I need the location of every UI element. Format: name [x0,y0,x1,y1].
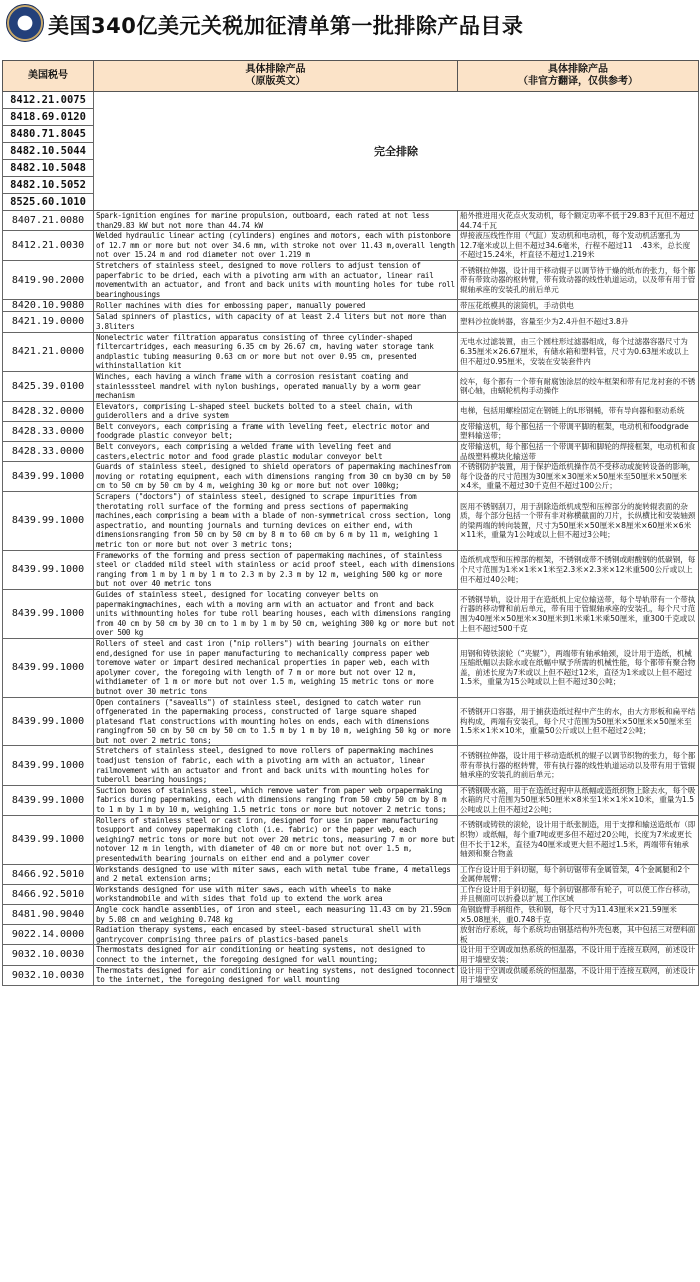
original-english: Rollers of steel and cast iron ("nip rollers") with bearing journals on either end,designed for use in paper manufacturing to mechanically compress paper web toremove water or impart desired mechanical properties in paper web, each with apolymer cover, the foregoing with length of 7 m or more but not over 12 m, withdiameter of 1 m or more but not over 1.5 m, weighing 15 metric tons or more butnot over 30 metric tons [94,638,458,697]
full-exclusion-code: 8482.10.5048 [3,160,94,177]
original-english: Nonelectric water filtration apparatus consisting of three cylinder-shaped filtercartridges, each measuring 6.35 cm by 26.67 cm, having water storage tank andplastic tubing measuring 0.63 cm or more but not over 0.95 cm, presented withinstallation kit [94,332,458,371]
table-row [3,462,699,492]
table-row [3,638,699,697]
chinese-translation: 医用不锈钢刮刀，用于刮除造纸机成型和压榨部分的旋转辊表面的杂质，每个部分包括一个带有非对称横截面的刀片，长纵横比和安装轴颈的梁两端的转向装置，尺寸为50厘米×50厘米×8厘米×60厘米×6米×11米，重量为1公吨或以上但不超过3公吨； [458,492,699,551]
full-exclusion-code: 8418.69.0120 [3,109,94,126]
table-row [3,211,699,231]
original-english: Thermostats designed for air conditioning or heating systems, not designed to connect to the internet, the foregoing designed for wall mounting; [94,945,458,965]
chinese-translation: 设计用于空调或供暖系统的恒温器，不设计用于连接互联网，前述设计用于墙壁安 [458,965,699,985]
full-exclusion-code: 8482.10.5052 [3,177,94,194]
hts-code: 8466.92.5010 [3,864,94,884]
hts-code: 8421.19.0000 [3,312,94,332]
table-header-row [3,61,699,92]
header-code: 美国税号 [3,61,94,92]
original-english: Radiation therapy systems, each encased by steel-based structural shell with gantrycover comprising three pairs of plastics-based panels [94,925,458,945]
full-exclusion-label: 完全排除 [94,92,699,211]
chinese-translation: 塑料沙拉旋转器，容量至少为2.4升但不超过3.8升 [458,312,699,332]
table-body [3,92,699,986]
original-english: Stretchers of stainless steel, designed to move rollers to adjust tension of paperfabric to be dried, each with a pivoting arm with an actuator, linear rail movementwith an actuator, and front and back units with mounting holes for tube roll bearinghousings [94,260,458,299]
table-row [3,421,699,441]
original-english: Belt conveyors, each comprising a frame with leveling feet, electric motor and foodgrade plastic conveyor belt; [94,421,458,441]
full-exclusion-row [3,92,699,109]
hts-code: 9022.14.0000 [3,925,94,945]
table-row [3,300,699,312]
table-row [3,864,699,884]
header-translation [458,61,699,92]
table-row [3,442,699,462]
original-english: Angle cock handle assemblies, of iron and steel, each measuring 11.43 cm by 21.59cm by 5.08 cm and weighing 0.748 kg [94,904,458,924]
exclusion-table [2,60,699,986]
table-row [3,785,699,815]
hts-code: 8412.21.0030 [3,231,94,261]
chinese-translation: 不锈钢导轨，设计用于在造纸机上定位输送带，每个导轨带有一个带执行器的移动臂和前后单元，带有用于管辊轴承座的安装孔，每个尺寸范围为40厘米×50厘米×30厘米到1米乘1米乘50厘米，重300千克或以上但不超过500千克 [458,589,699,638]
hts-code: 8439.99.1000 [3,550,94,589]
table-row [3,697,699,746]
hts-code: 8419.90.2000 [3,260,94,299]
document-header [0,0,700,60]
table-row [3,550,699,589]
hts-code: 8439.99.1000 [3,815,94,864]
original-english: Rollers of stainless steel or cast iron, designed for use in paper manufacturing tosupport and convey papermaking cloth (i.e. fabric) or the paper web, each weighing7 metric tons or more but not over 20 metric tons, measuring 7 m or more but notover 12 m in length, with diameter of 40 cm or more but not over 1.5 m, presentedwith bearing journals on either end and a polymer cover [94,815,458,864]
hts-code: 8421.21.0000 [3,332,94,371]
chinese-translation: 船外推进用火花点火发动机，每个额定功率不低于29.83千瓦但不超过44.74千瓦 [458,211,699,231]
full-exclusion-code: 8525.60.1010 [3,194,94,211]
chinese-translation: 焊接液压线性作用（气缸）发动机和电动机，每个发动机活塞孔为12.7毫米或以上但不超过34.6毫米，行程不超过11 .43米，总长度不超过15.24米，杆直径不超过1.219米 [458,231,699,261]
table-row [3,589,699,638]
chinese-translation: 绞车，每个都有一个带有耐腐蚀涂层的绞车框架和带有尼龙衬套的不锈钢心轴，由蜗轮机构手动操作 [458,371,699,401]
table-row [3,492,699,551]
hts-code: 8439.99.1000 [3,638,94,697]
original-english: Roller machines with dies for embossing paper, manually powered [94,300,458,312]
hts-code: 8428.32.0000 [3,401,94,421]
original-english: Thermostats designed for air conditioning or heating systems, not designed toconnect to the internet, the foregoing designed for wall mounting [94,965,458,985]
chinese-translation: 造纸机成型和压榨部的框架，不锈钢或带不锈钢或耐酸钢的低碳钢，每个尺寸范围为1米×1米×1米至2.3米×2.3米×12米重500公斤或以上但不超过40公吨； [458,550,699,589]
original-english: Spark-ignition engines for marine propulsion, outboard, each rated at not less than29.83 kW but not more than 44.74 kW [94,211,458,231]
hts-code: 8466.92.5010 [3,884,94,904]
table-row [3,371,699,401]
hts-code: 8439.99.1000 [3,697,94,746]
table-row [3,312,699,332]
table-row [3,945,699,965]
hts-code: 8439.99.1000 [3,589,94,638]
chinese-translation: 不锈钢拉伸器，设计用于移动辊子以调节待干燥的纸布的张力，每个都带有带致动器的枢转臂，带有致动器的线性轨道运动，以及带有用于管辊轴承座的安装孔的前后单元 [458,260,699,299]
full-exclusion-code: 8482.10.5044 [3,143,94,160]
original-english: Belt conveyors, each comprising a welded frame with leveling feet and casters,electric motor and food grade plastic modular conveyor belt [94,442,458,462]
original-english: Workstands designed to use with miter saws, each with metal tube frame, 4 metallegs and 2 metal extension arms; [94,864,458,884]
document-title: 美国340亿美元关税加征清单第一批排除产品目录 [48,14,524,38]
full-exclusion-code: 8480.71.8045 [3,126,94,143]
original-english: Scrapers ("doctors") of stainless steel, designed to scrape impurities from therotating roll surface of the forming and press sections of papermaking machines,each comprising a beam with a blade of non-symmetrical cross section, long aspectratio, and mounting journals and turning devices on either end, with dimensionsranging from 50 cm by 50 cm by 8 m to 60 cm by 6 m by 11 m, weighing 1 metric ton or more but not over 3 metric tons; [94,492,458,551]
hts-code: 8481.90.9040 [3,904,94,924]
hts-code: 8439.99.1000 [3,492,94,551]
chinese-translation: 电梯，包括用螺栓固定在钢链上的L形钢桶，带有导向器和驱动系统 [458,401,699,421]
table-row [3,401,699,421]
hts-code: 9032.10.0030 [3,965,94,985]
chinese-translation: 不锈钢开口容器，用于捕获造纸过程中产生的水，由大方形板和扁平结构构成，两端有安装孔，每个尺寸范围为50厘米×50厘米×50厘米至1.5米×1米×10米，重量50公斤或以上但不超过2公吨； [458,697,699,746]
table-row [3,332,699,371]
chinese-translation: 角钢旋臂手柄组件，铁和钢，每个尺寸为11.43厘米×21.59厘米×5.08厘米，重0.748千克 [458,904,699,924]
chinese-translation: 不锈钢吸水箱，用于在造纸过程中从纸幅或造纸织物上除去水，每个吸水箱的尺寸范围为50厘米50厘米×8米至1米×1米×10米，重量为1.5公吨或以上但不超过2公吨； [458,785,699,815]
table-row [3,925,699,945]
chinese-translation: 工作台设计用于斜切锯，每个斜切锯带有金属管架，4个金属腿和2个金属伸展臂； [458,864,699,884]
chinese-translation: 皮带输送机，每个都包括一个带调平脚的框架，电动机和foodgrade塑料输送带； [458,421,699,441]
original-english: Frameworks of the forming and press section of papermaking machines, of stainless steel or cladded mild steel with stainless or acid proof steel, each with dimensions ranging from 1 m by 1 m by 1 m to 2.3 m by 2.3 m by 12 m, weighing 500 kg or more but not over 40 metric tons [94,550,458,589]
original-english: Welded hydraulic linear acting (cylinders) engines and motors, each with pistonbore of 12.7 mm or more but not over 34.6 mm, with stroke not over 11.43 m,overall length not over 15.24 m and rod diameter not over 1.219 m [94,231,458,261]
full-exclusion-code: 8412.21.0075 [3,92,94,109]
hts-code: 8428.33.0000 [3,421,94,441]
chinese-translation: 不锈钢防护装置，用于保护造纸机操作员不受移动或旋转设备的影响，每个设备的尺寸范围为30厘米×30厘米×50厘米至50厘米×50厘米×4米，重量不超过30千克但不超过100公斤； [458,462,699,492]
table-row [3,231,699,261]
original-english: Workstands designed for use with miter saws, each with wheels to make workstandmobile and with sides that fold up to extend the work area [94,884,458,904]
hts-code: 8425.39.0100 [3,371,94,401]
chinese-translation: 带压花纸模具的滚筒机，手动供电 [458,300,699,312]
hts-code: 8407.21.0080 [3,211,94,231]
hts-code: 8439.99.1000 [3,746,94,785]
original-english: Suction boxes of stainless steel, which remove water from paper web orpapermaking fabrics during papermaking, each with dimensions ranging from 50 cmby 50 cm by 8 m to 1 m by 1 m by 10 m, weighing 1.5 metric tons or more but notover 2 metric tons; [94,785,458,815]
chinese-translation: 无电水过滤装置，由三个圆柱形过滤器组成，每个过滤器容器尺寸为6.35厘米×26.67厘米，有储水箱和塑料管，尺寸为0.63厘米或以上但不超过0.95厘米，安装在安装套件内 [458,332,699,371]
chinese-translation: 不锈钢或铸铁的滚轮，设计用于纸张制造，用于支撑和输送造纸布（即织物）或纸幅，每个重7吨或更多但不超过20公吨，长度为7米或更长但不长于12米，直径为40厘米或更大但不超过1.5米，两端带有轴承轴颈和聚合物盖 [458,815,699,864]
chinese-translation: 皮带输送机，每个都包括一个带调平脚和脚轮的焊接框架，电动机和食品级塑料模块化输送带 [458,442,699,462]
table-row [3,260,699,299]
hts-code: 8439.99.1000 [3,785,94,815]
table-row [3,965,699,985]
original-english: Guides of stainless steel, designed for locating conveyer belts on papermakingmachines, each with a moving arm with an actuator and front and back units withmounting holes for tube roll bearing houses, each with dimensions ranging from 40 cm by 50 cm by 30 cm to 1 m by 1 m by 50 cm, weighing 300 kg or more but not over 500 kg [94,589,458,638]
table-row [3,904,699,924]
chinese-translation: 工作台设计用于斜切锯，每个斜切锯都带有轮子，可以使工作台移动，并且侧面可以折叠以扩展工作区域 [458,884,699,904]
chinese-translation: 不锈钢拉伸器，设计用于移动造纸机的辊子以调节织物的张力，每个都带有带执行器的枢转臂，带有执行器的线性轨道运动以及带有用于管辊轴承座的安装孔的前后单元； [458,746,699,785]
hts-code: 8420.10.9080 [3,300,94,312]
table-row [3,815,699,864]
table-row [3,884,699,904]
original-english: Guards of stainless steel, designed to shield operators of papermaking machinesfrom moving or rotating equipment, each with dimensions ranging from 30 cm by30 cm by 50 cm to 50 cm by 50 cm by 4 m, weighing 30 kg or more but not over 100kg; [94,462,458,492]
chinese-translation: 设计用于空调或加热系统的恒温器，不设计用于连接互联网，前述设计用于墙壁安装； [458,945,699,965]
chinese-translation: 用钢和铸铁滚轮（“夹辊”），两端带有轴承轴颈，设计用于造纸，机械压缩纸幅以去除水或在纸幅中赋予所需的机械性能，每个都带有聚合物盖，前述长度为7米或以上但不超过12米，直径为1米或以上但不超过1.5米，重量为15公吨或以上但不超过30公吨； [458,638,699,697]
original-english: Open containers ("savealls") of stainless steel, designed to catch water run offgenerated in the papermaking process, constructed of large square shaped platesand flat constructions with mounting holes on ends, each with dimensions rangingfrom 50 cm by 50 cm by 50 cm to 1.5 m by 1 m by 10 m, weighing 50 kg or more but not over 2 metric tons; [94,697,458,746]
header-original [94,61,458,92]
header-translation-text: 具体排除产品 （非官方翻译，仅供参考） [518,64,638,87]
hts-code: 9032.10.0030 [3,945,94,965]
original-english: Elevators, comprising L-shaped steel buckets bolted to a steel chain, with guiderollers and a drive system [94,401,458,421]
original-english: Stretchers of stainless steel, designed to move rollers of papermaking machines toadjust tension of fabric, each with a pivoting arm with an actuator, linear railmovement with an actuator and front and back units with mounting holes for tuberoll bearing housings; [94,746,458,785]
eagle-seal-icon: ★ [6,4,44,42]
header-original-text: 具体排除产品 （原版英文） [245,64,306,87]
hts-code: 8439.99.1000 [3,462,94,492]
original-english: Salad spinners of plastics, with capacity of at least 2.4 liters but not more than 3.8liters [94,312,458,332]
chinese-translation: 放射治疗系统，每个系统均由钢基结构外壳包裹，其中包括三对塑料面板 [458,925,699,945]
original-english: Winches, each having a winch frame with a corrosion resistant coating and stainlesssteel mandrel with nylon bushings, operated manually by a worm gear mechanism [94,371,458,401]
table-row [3,746,699,785]
hts-code: 8428.33.0000 [3,442,94,462]
